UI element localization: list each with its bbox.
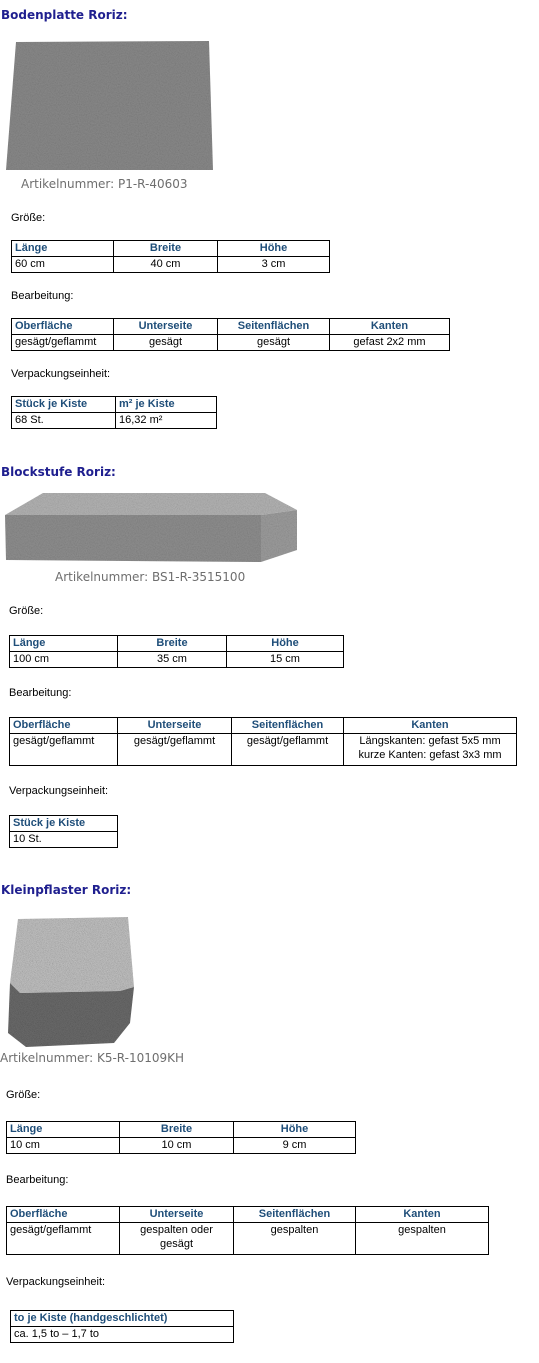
header-breite: Breite — [118, 636, 227, 652]
header-seitenflaechen: Seitenflächen — [218, 319, 330, 335]
processing-label: Bearbeitung: — [11, 290, 74, 302]
unterseite-line-1: gespalten oder — [140, 1224, 213, 1236]
section-title-blockstufe: Blockstufe Roriz: — [1, 465, 116, 479]
cell-kanten — [344, 734, 517, 766]
unterseite-line-2: gesägt — [159, 1238, 194, 1250]
header-unterseite: Unterseite — [120, 1207, 234, 1223]
packaging-label: Verpackungseinheit: — [9, 785, 109, 797]
cell-breite: 40 cm — [114, 257, 218, 273]
table-header-row — [10, 636, 344, 652]
size-table — [9, 635, 344, 668]
header-laenge: Länge — [10, 636, 118, 652]
size-label: Größe: — [9, 605, 44, 617]
kanten-line-kurze-kanten: kurze Kanten: gefast 3x3 mm — [358, 749, 502, 761]
table-row — [12, 335, 450, 351]
processing-table — [9, 717, 517, 766]
size-table — [6, 1121, 356, 1154]
processing-label: Bearbeitung: — [6, 1174, 69, 1186]
cell-m2: 16,32 m² — [116, 413, 217, 429]
packaging-label: Verpackungseinheit: — [11, 368, 111, 380]
cell-unterseite — [120, 1223, 234, 1255]
header-kanten: Kanten — [356, 1207, 489, 1223]
table-header-row — [7, 1207, 489, 1223]
cell-hoehe: 3 cm — [218, 257, 330, 273]
cell-oberflaeche: gesägt/geflammt — [12, 335, 114, 351]
table-header-row — [12, 319, 450, 335]
table-header-row — [11, 1311, 234, 1327]
processing-label: Bearbeitung: — [9, 687, 72, 699]
cell-laenge: 60 cm — [12, 257, 114, 273]
table-header-row — [12, 241, 330, 257]
cell-unterseite: gesägt/geflammt — [118, 734, 232, 766]
table-header-row — [7, 1122, 356, 1138]
cell-hoehe: 9 cm — [234, 1138, 356, 1154]
cell-kanten: gespalten — [356, 1223, 489, 1255]
bodenplatte-image — [4, 40, 214, 172]
kanten-line-laengskanten: Längskanten: gefast 5x5 mm — [359, 735, 501, 747]
header-laenge: Länge — [7, 1122, 120, 1138]
cell-hoehe: 15 cm — [227, 652, 344, 668]
article-number: Artikelnummer: P1-R-40603 — [21, 177, 188, 191]
header-seitenflaechen: Seitenflächen — [232, 718, 344, 734]
cell-breite: 10 cm — [120, 1138, 234, 1154]
table-header-row — [10, 718, 517, 734]
cell-oberflaeche: gesägt/geflammt — [10, 734, 118, 766]
cell-stueck: 68 St. — [12, 413, 116, 429]
processing-table — [6, 1206, 489, 1255]
packaging-label: Verpackungseinheit: — [6, 1276, 106, 1288]
header-oberflaeche: Oberfläche — [12, 319, 114, 335]
cell-seitenflaechen: gesägt — [218, 335, 330, 351]
blockstufe-image — [3, 492, 299, 564]
cell-to: ca. 1,5 to – 1,7 to — [11, 1327, 234, 1343]
packaging-table — [11, 396, 217, 429]
table-row — [10, 652, 344, 668]
table-header-row — [12, 397, 217, 413]
size-label: Größe: — [11, 212, 46, 224]
table-row — [10, 734, 517, 766]
cell-unterseite: gesägt — [114, 335, 218, 351]
header-breite: Breite — [114, 241, 218, 257]
header-hoehe: Höhe — [227, 636, 344, 652]
header-stueck-je-kiste: Stück je Kiste — [10, 816, 118, 832]
cell-stueck: 10 St. — [10, 832, 118, 848]
packaging-table — [9, 815, 118, 848]
header-kanten: Kanten — [330, 319, 450, 335]
header-breite: Breite — [120, 1122, 234, 1138]
section-title-bodenplatte: Bodenplatte Roriz: — [1, 8, 128, 22]
size-label: Größe: — [6, 1089, 41, 1101]
header-unterseite: Unterseite — [114, 319, 218, 335]
cell-oberflaeche: gesägt/geflammt — [7, 1223, 120, 1255]
header-hoehe: Höhe — [218, 241, 330, 257]
header-seitenflaechen: Seitenflächen — [234, 1207, 356, 1223]
table-header-row — [10, 816, 118, 832]
article-number: Artikelnummer: BS1-R-3515100 — [55, 570, 246, 584]
cell-kanten: gefast 2x2 mm — [330, 335, 450, 351]
table-row — [12, 257, 330, 273]
processing-table — [11, 318, 450, 351]
packaging-table — [10, 1310, 234, 1343]
cell-laenge: 10 cm — [7, 1138, 120, 1154]
header-oberflaeche: Oberfläche — [10, 718, 118, 734]
table-row — [10, 832, 118, 848]
header-oberflaeche: Oberfläche — [7, 1207, 120, 1223]
header-to-je-kiste: to je Kiste (handgeschlichtet) — [11, 1311, 234, 1327]
cell-laenge: 100 cm — [10, 652, 118, 668]
table-row — [12, 413, 217, 429]
section-title-kleinpflaster: Kleinpflaster Roriz: — [1, 883, 132, 897]
cell-seitenflaechen: gespalten — [234, 1223, 356, 1255]
article-number: Artikelnummer: K5-R-10109KH — [0, 1051, 185, 1065]
kleinpflaster-image — [6, 917, 138, 1049]
table-row — [7, 1223, 489, 1255]
cell-seitenflaechen: gesägt/geflammt — [232, 734, 344, 766]
header-kanten: Kanten — [344, 718, 517, 734]
size-table — [11, 240, 330, 273]
header-m2-je-kiste: m² je Kiste — [116, 397, 217, 413]
header-laenge: Länge — [12, 241, 114, 257]
header-stueck-je-kiste: Stück je Kiste — [12, 397, 116, 413]
header-unterseite: Unterseite — [118, 718, 232, 734]
table-row — [7, 1138, 356, 1154]
table-row — [11, 1327, 234, 1343]
header-hoehe: Höhe — [234, 1122, 356, 1138]
cell-breite: 35 cm — [118, 652, 227, 668]
